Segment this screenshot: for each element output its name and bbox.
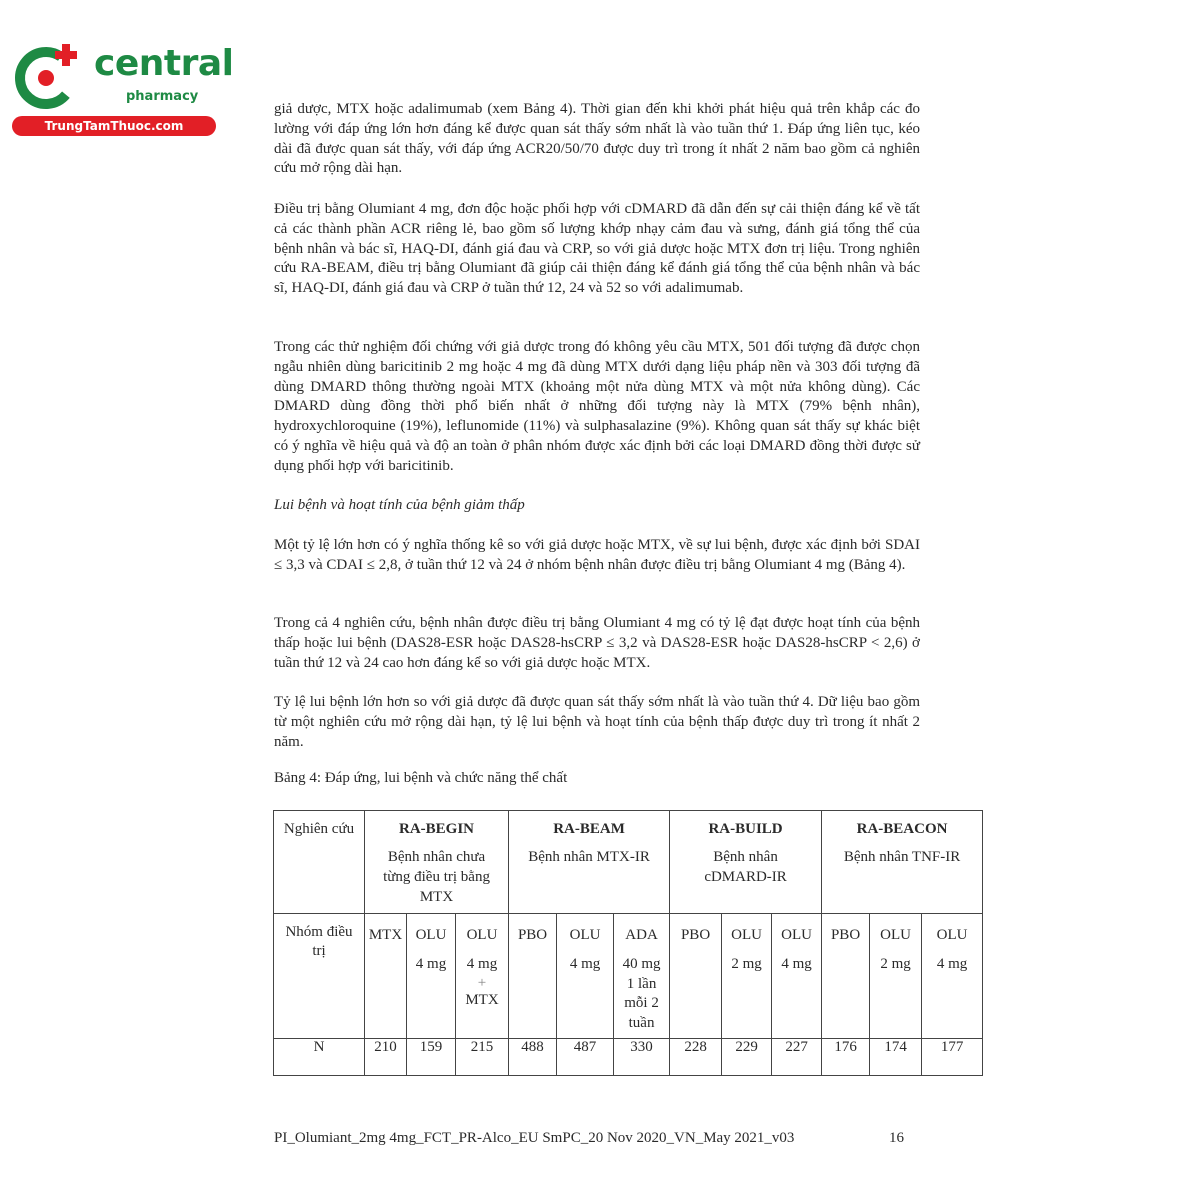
arm-cell <box>922 914 983 1039</box>
arm-cell <box>407 914 456 1039</box>
arm-cell <box>456 914 509 1039</box>
logo-website-banner: TrungTamThuoc.com <box>12 116 216 136</box>
arm-name: PBO <box>680 927 711 943</box>
arm-dose: 4 mg <box>415 956 447 972</box>
arm-name: OLU <box>415 927 447 943</box>
n-cell: 330 <box>614 1039 670 1076</box>
n-cell: 228 <box>670 1039 722 1076</box>
arm-dose: 4 mg <box>936 956 968 972</box>
study-label-cell <box>274 811 365 914</box>
n-cell: 488 <box>509 1039 557 1076</box>
logo-brand-subtitle: pharmacy <box>126 89 199 104</box>
logo-brand-name: central <box>94 43 234 84</box>
arm-cell <box>870 914 922 1039</box>
study-name: RA-BEGIN <box>399 821 475 837</box>
paragraph-remission-rate: Tỷ lệ lui bệnh lớn hơn so với giả dược đã được quan sát thấy sớm nhất là vào tuần thứ 4. Dữ liệu bao gồm từ một nghiên cứu mở rộng dài hạn, tỷ lệ lui bệnh và hoạt tính của bệnh thấp được duy trì trong ít nhất 2 năm. <box>274 694 920 750</box>
n-cell: 174 <box>870 1039 922 1076</box>
section-subheading: Lui bệnh và hoạt tính của bệnh giảm thấp <box>274 497 525 513</box>
paragraph-onset: giả dược, MTX hoặc adalimumab (xem Bảng 4). Thời gian đến khi khởi phát hiệu quả trên khắp các đo lường với đáp ứng lớn hơn đáng kể được quan sát thấy sớm nhất là vào tuần thứ 1. Đáp ứng liên tục, kéo dài đã được quan sát thấy, với đáp ứng ACR20/50/70 được duy trì trong ít nhất 2 năm bao gồm cả nghiên cứu mở rộng dài hạn. <box>274 101 920 177</box>
paragraph-four-studies: Trong cả 4 nghiên cứu, bệnh nhân được điều trị bằng Olumiant 4 mg có tỷ lệ đạt được hoạt tính của bệnh thấp hoặc lui bệnh (DAS28-ESR hoặc DAS28-hsCRP ≤ 3,2 và DAS28-ESR hoặc DAS28-hsCRP < 2,6) ở tuần thứ 12 và 24 cao hơn đáng kể so với giả dược hoặc MTX. <box>274 615 920 671</box>
arm-cell <box>557 914 614 1039</box>
arm-cell <box>822 914 870 1039</box>
pharmacy-logo <box>8 36 234 136</box>
n-cell: 177 <box>922 1039 983 1076</box>
study-population: Bệnh nhân TNF-IR <box>843 849 961 865</box>
arm-cell <box>509 914 557 1039</box>
study-cell <box>670 811 822 914</box>
study-name: RA-BEAM <box>553 821 625 837</box>
arm-dose: 4 mg <box>466 956 498 972</box>
study-label: Nghiên cứu <box>283 821 355 837</box>
treatment-group-row <box>274 914 983 1039</box>
arm-cell <box>614 914 670 1039</box>
arm-dose: 2 mg <box>880 956 911 972</box>
arm-name: MTX <box>368 927 403 943</box>
study-population: Bệnh nhân MTX-IR <box>528 849 650 865</box>
n-cell: 229 <box>722 1039 772 1076</box>
group-label: Nhóm điều trị <box>285 924 353 959</box>
arm-cell <box>670 914 722 1039</box>
table-header-row <box>274 811 983 914</box>
study-cell <box>365 811 509 914</box>
paragraph-olumiant-4mg: Điều trị bằng Olumiant 4 mg, đơn độc hoặc phối hợp với cDMARD đã dẫn đến sự cải thiện đáng kể về tất cả các thành phần ACR riêng lẻ, bao gồm số lượng khớp nhạy cảm đau và sưng, đánh giá tổng thể của bệnh nhân và bác sĩ, HAQ-DI, đánh giá đau và CRP, so với giả dược hoặc MTX đơn trị liệu. Trong nghiên cứu RA-BEAM, điều trị bằng Olumiant đã giúp cải thiện đáng kể đánh giá tổng thể của bệnh nhân và bác sĩ, HAQ-DI, đánh giá đau và CRP ở tuần thứ 12, 24 và 52 so với adalimumab. <box>274 201 920 297</box>
n-cell: 159 <box>407 1039 456 1076</box>
paragraph-placebo-trials: Trong các thử nghiệm đối chứng với giả dược trong đó không yêu cầu MTX, 501 đối tượng đã được chọn ngẫu nhiên dùng baricitinib 2 mg hoặc 4 mg đã dùng MTX dưới dạng liệu pháp nền và 303 đối tượng đã dùng DMARD thông thường ngoài MTX (khoảng một nửa dùng MTX và một nửa không dùng). Các DMARD dùng đồng thời phổ biến nhất ở những đối tượng này là MTX (79% bệnh nhân), hydroxychloroquine (19%), leflunomide (11%) và sulphasalazine (9%). Không quan sát thấy sự khác biệt có ý nghĩa về hiệu quả và độ an toàn ở phân nhóm được xác định bởi các loại DMARD đồng thời được sử dụng phối hợp với baricitinib. <box>274 339 920 474</box>
arm-dose: 4 mg <box>781 956 812 972</box>
study-population: Bệnh nhân cDMARD-IR <box>704 849 787 885</box>
group-label-cell <box>274 914 365 1039</box>
arm-name: PBO <box>830 927 861 943</box>
arm-cell <box>365 914 407 1039</box>
results-table <box>273 810 983 1076</box>
arm-cell <box>722 914 772 1039</box>
n-cell: 487 <box>557 1039 614 1076</box>
study-name: RA-BEACON <box>856 821 948 837</box>
study-population: Bệnh nhân chưa từng điều trị bằng MTX <box>383 849 490 905</box>
arm-name: OLU <box>569 927 601 943</box>
central-pharmacy-logo-icon <box>12 40 84 112</box>
arm-name: ADA <box>625 927 658 943</box>
n-cell: 176 <box>822 1039 870 1076</box>
n-cell: 215 <box>456 1039 509 1076</box>
arm-cell <box>772 914 822 1039</box>
arm-dose: 40 mg 1 lần mỗi 2 tuần <box>622 956 661 1031</box>
arm-dose: 4 mg <box>569 956 601 972</box>
arm-name: OLU <box>936 927 968 943</box>
arm-plus-sign: + <box>477 974 487 991</box>
arm-name: OLU <box>731 927 762 943</box>
n-label-cell: N <box>274 1039 365 1076</box>
paragraph-remission: Một tỷ lệ lớn hơn có ý nghĩa thống kê so với giả dược hoặc MTX, về sự lui bệnh, được xác định bởi SDAI ≤ 3,3 và CDAI ≤ 2,8, ở tuần thứ 12 và 24 ở nhóm bệnh nhân được điều trị bằng Olumiant 4 mg (Bảng 4). <box>274 537 920 573</box>
arm-dose: 2 mg <box>731 956 762 972</box>
footer-document-id: PI_Olumiant_2mg 4mg_FCT_PR-Alco_EU SmPC_20 Nov 2020_VN_May 2021_v03 <box>274 1130 795 1146</box>
study-cell <box>509 811 670 914</box>
page-number: 16 <box>889 1130 904 1146</box>
n-cell: 227 <box>772 1039 822 1076</box>
sample-size-row <box>274 1039 983 1076</box>
table-caption: Bảng 4: Đáp ứng, lui bệnh và chức năng thể chất <box>274 770 568 786</box>
arm-name: OLU <box>781 927 812 943</box>
arm-name: OLU <box>880 927 911 943</box>
study-cell <box>822 811 983 914</box>
arm-name: PBO <box>517 927 548 943</box>
n-cell: 210 <box>365 1039 407 1076</box>
study-name: RA-BUILD <box>708 821 783 837</box>
arm-extra: MTX <box>465 991 499 1008</box>
arm-name: OLU <box>466 927 498 943</box>
